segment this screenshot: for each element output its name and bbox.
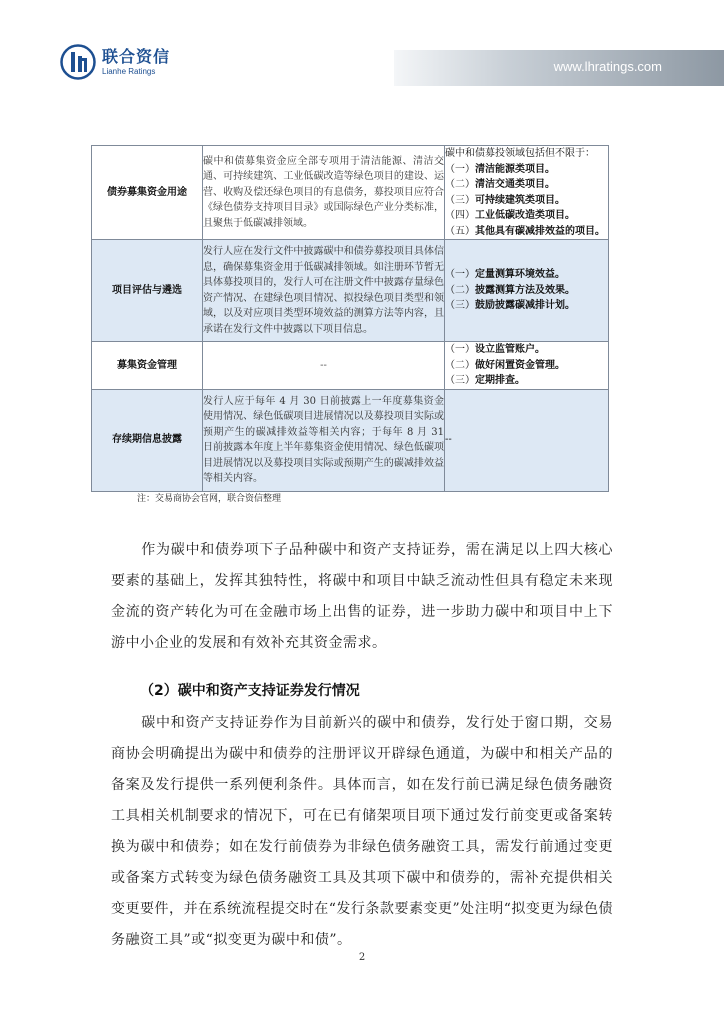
page-number: 2 — [358, 952, 366, 963]
row-description: -- — [203, 342, 445, 390]
list-item: （二）披露测算方法及效果。 — [445, 284, 575, 296]
row-items — [445, 342, 609, 390]
logo-chinese-name: 联合资信 — [102, 46, 171, 66]
list-item: （一）设立监管账户。 — [445, 344, 545, 355]
body-paragraph: 作为碳中和债券项下子品种碳中和资产支持证券，需在满足以上四大核心要素的基础上，发挥其独特性，将碳中和项目中缺乏流动性但具有稳定未来现金流的资产转化为可在金融市场上出售的证券，进一步助力碳中和项目中上下游中小企业的发展和有效补充其资金需求。 — [111, 542, 613, 651]
row-description: 发行人应在发行文件中披露碳中和债券募投项目具体信息，确保募集资金用于低碳减排领域。如注册环节暂无具体募投项目的，发行人可在注册文件中披露存量绿色资产情况、在建绿色项目情况、拟投绿色项目类型和领域，以及对应项目类型环境效益的测算方法等内容，且承诺在发行文件中披露以下项目信息。 — [203, 240, 445, 342]
table-source-note: 注：交易商协会官网，联合资信整理 — [137, 494, 282, 504]
row-items: -- — [445, 389, 609, 491]
logo-english-name: Lianhe Ratings — [102, 66, 156, 76]
list-item: （四）工业低碳改造类项目。 — [445, 210, 575, 221]
row-items — [445, 146, 609, 240]
table-row — [92, 240, 609, 342]
row-items — [445, 240, 609, 342]
row-label: 存续期信息披露 — [92, 389, 203, 491]
items-intro: 碳中和债募投领域包括但不限于： — [445, 148, 595, 159]
list-item: （三）可持续建筑类项目。 — [445, 194, 565, 206]
row-description: 碳中和债募集资金应全部专项用于清洁能源、清洁交通、可持续建筑、工业低碳改造等绿色项目的建设、运营、收购及偿还绿色项目的有息债务，募投项目应符合《绿色债券支持项目目录》或国际绿色产业分类标准，且聚焦于低碳减排领域。 — [203, 146, 445, 240]
row-description: 发行人应于每年 4 月 30 日前披露上一年度募集资金使用情况、绿色低碳项目进展情况以及募投项目实际或预期产生的碳减排效益等相关内容；于每年 8 月 31 日前披露本年度上半年募集资金使用情况、绿色低碳项目进展情况以及募投项目实际或预期产生的碳减排效益等相关内容。 — [203, 389, 445, 491]
section-heading: （2）碳中和资产支持证券发行情况 — [140, 683, 360, 699]
list-item: （三）定期排查。 — [445, 375, 525, 386]
table-row — [92, 146, 609, 240]
company-logo — [60, 44, 170, 80]
body-paragraph: 碳中和资产支持证券作为目前新兴的碳中和债券，发行处于窗口期，交易商协会明确提出为碳中和债券的注册评议开辟绿色通道，为碳中和相关产品的备案及发行提供一系列便利条件。具体而言，如在发行前已满足绿色债务融资工具相关机制要求的情况下，可在已有储架项目项下通过发行前变更或备案转换为碳中和债券；如在发行前债券为非绿色债务融资工具，需发行前通过变更或备案方式转变为绿色债务融资工具及其项下碳中和债券的，需补充提供相关变更要件，并在系统流程提交时在“发行条款要素变更”处注明“拟变更为绿色债务融资工具”或“拟变更为碳中和债”。 — [111, 715, 613, 948]
table-row — [92, 389, 609, 491]
row-label: 债券募集资金用途 — [92, 146, 203, 240]
page-header — [0, 0, 724, 100]
website-url: www.lhratings.com — [553, 59, 662, 74]
bond-requirements-table — [91, 145, 609, 492]
lianhe-logo-icon — [60, 44, 96, 80]
row-label: 募集资金管理 — [92, 342, 203, 390]
list-item: （一）清洁能源类项目。 — [445, 163, 555, 175]
list-item: （二）做好闲置资金管理。 — [445, 359, 565, 371]
list-item: （五）其他具有碳减排效益的项目。 — [445, 225, 605, 237]
row-label: 项目评估与遴选 — [92, 240, 203, 342]
table-row — [92, 342, 609, 390]
list-item: （二）清洁交通类项目。 — [445, 179, 555, 190]
list-item: （三）鼓励披露碳减排计划。 — [445, 300, 575, 312]
list-item: （一）定量测算环境效益。 — [445, 269, 565, 281]
